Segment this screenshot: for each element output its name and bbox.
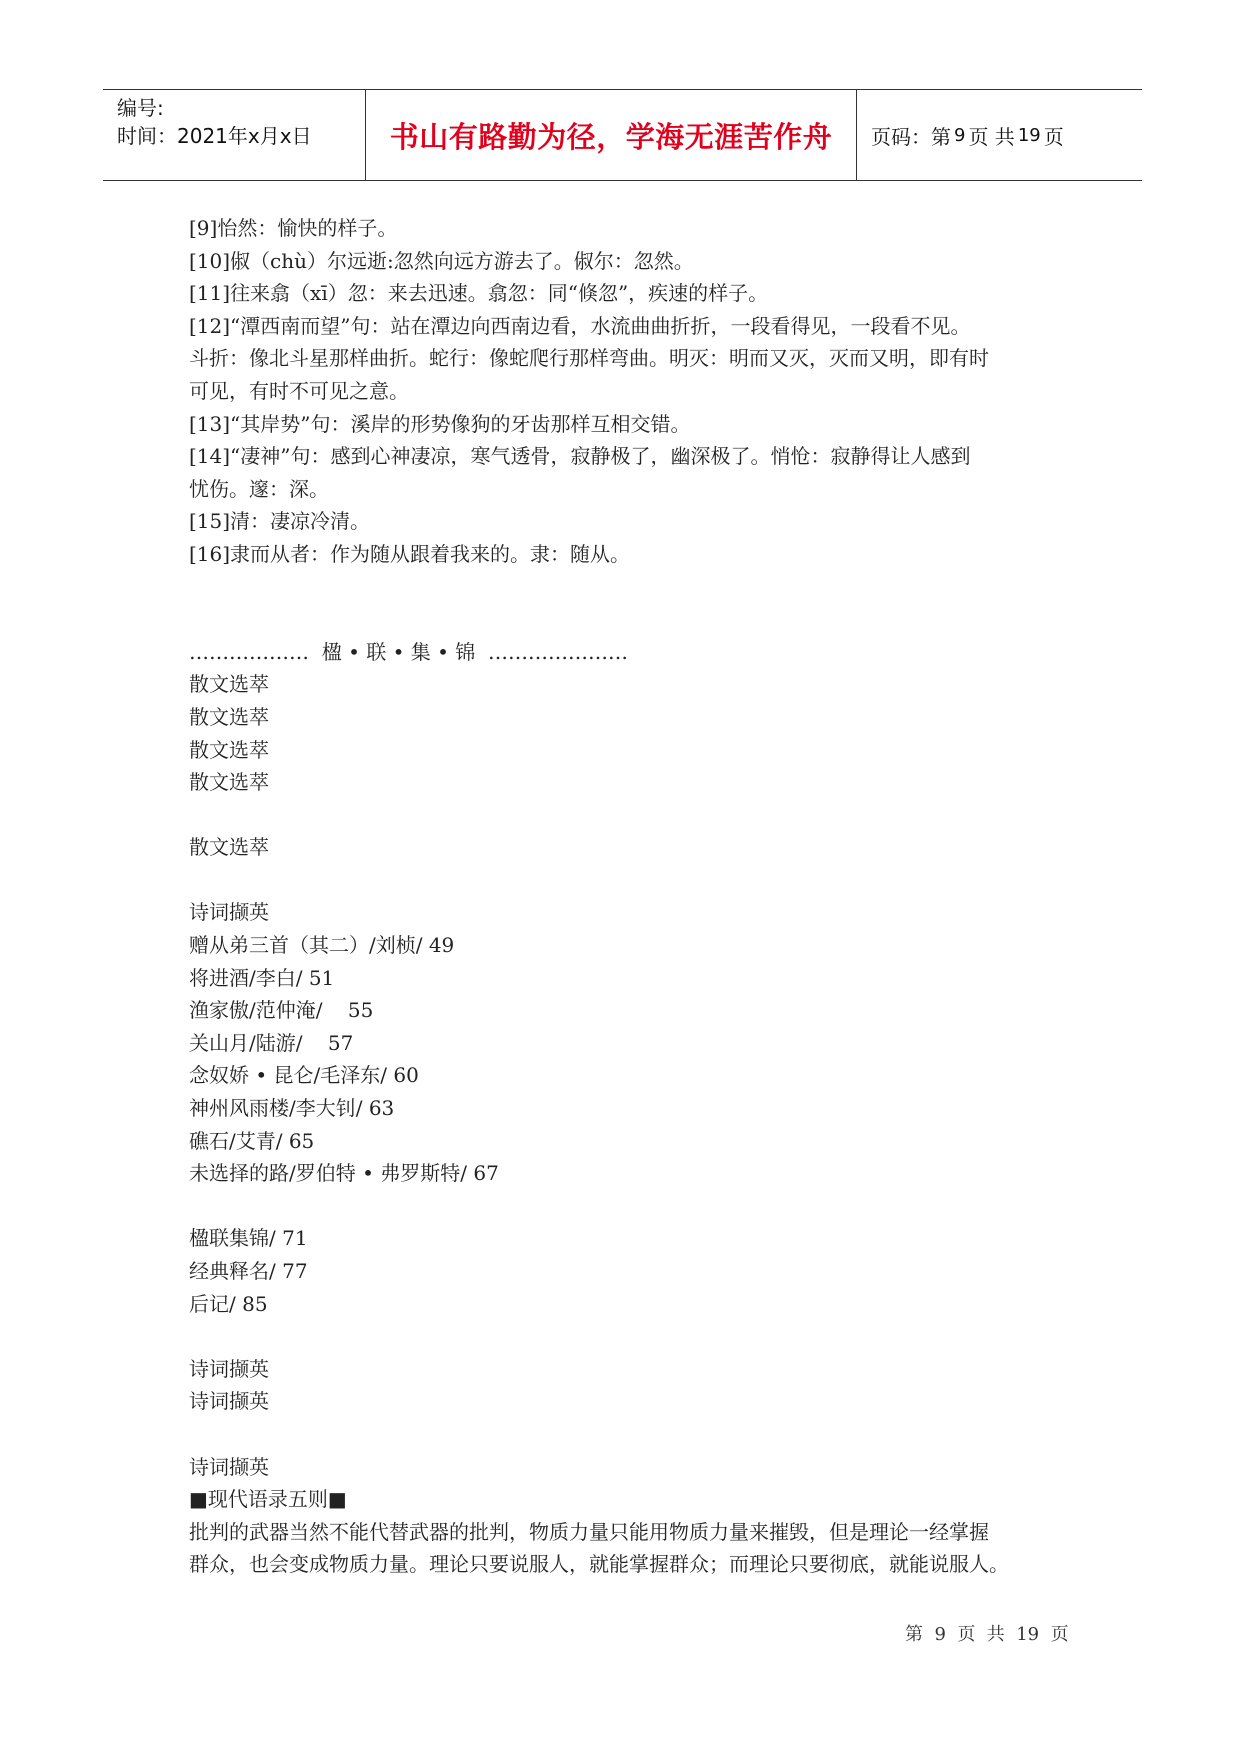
document-body — [189, 212, 1069, 1581]
header-meta — [103, 90, 366, 180]
section-divider: ……………… 楹 • 联 • 集 • 锦 ………………… — [189, 639, 628, 664]
note-line: [12]“潭西南而望”句：站在潭边向西南边看，水流曲曲折折，一段看得见，一段看不见。 — [189, 313, 971, 338]
toc-item: 未选择的路/罗伯特 • 弗罗斯特/ 67 — [189, 1161, 499, 1186]
note-line: 斗折：像北斗星那样曲折。蛇行：像蛇爬行那样弯曲。明灭：明而又灭，灭而又明，即有时 — [189, 346, 989, 371]
note-line: [9]怡然：愉快的样子。 — [189, 216, 398, 240]
spacer — [189, 799, 1069, 832]
page-footer: 第 9 页 共 19 页 — [905, 1624, 1069, 1645]
spacer — [189, 603, 1069, 636]
note-line: [14]“凄神”句：感到心神凄凉，寒气透骨，寂静极了，幽深极了。悄怆：寂静得让人感到 — [189, 444, 971, 469]
note-line: [11]往来翕（xī）忽：来去迅速。翕忽：同“倏忽”，疾速的样子。 — [189, 281, 769, 306]
quote-line: 群众，也会变成物质力量。理论只要说服人，就能掌握群众；而理论只要彻底，就能说服人。 — [189, 1552, 1009, 1577]
note-line: [10]俶（chù）尔远逝:忽然向远方游去了。俶尔：忽然。 — [189, 248, 694, 273]
spacer — [189, 1418, 1069, 1451]
document-number-label: 编号: — [117, 96, 164, 120]
poetry-heading: 诗词撷英 — [189, 900, 269, 925]
note-line: 可见，有时不可见之意。 — [189, 378, 409, 403]
poetry-heading: 诗词撷英 — [189, 1389, 269, 1414]
note-line: [13]“其岸势”句：溪岸的形势像狗的牙齿那样互相交错。 — [189, 411, 691, 436]
prose-heading: 散文选萃 — [189, 704, 269, 729]
prose-heading: 散文选萃 — [189, 770, 269, 795]
page-label-suffix: 页 — [1043, 124, 1064, 149]
page-label-prefix: 页码：第 — [871, 124, 951, 149]
toc-item: 经典释名/ 77 — [189, 1259, 308, 1283]
toc-item: 楹联集锦/ 71 — [189, 1226, 308, 1251]
prose-heading: 散文选萃 — [189, 672, 269, 697]
quotes-heading: ■现代语录五则■ — [189, 1487, 347, 1512]
toc-item: 神州风雨楼/李大钊/ 63 — [189, 1096, 395, 1121]
toc-item: 关山月/陆游/ 57 — [189, 1030, 354, 1055]
prose-heading: 散文选萃 — [189, 835, 269, 860]
spacer — [189, 1320, 1069, 1353]
page-current: 9 — [954, 124, 966, 146]
spacer — [189, 1190, 1069, 1223]
toc-item: 渔家傲/范仲淹/ 55 — [189, 998, 374, 1023]
note-line: 忧伤。邃：深。 — [189, 476, 329, 501]
page-total: 19 — [1017, 124, 1041, 146]
header-motto: 书山有路勤为径，学海无涯苦作舟 — [366, 90, 857, 180]
prose-heading: 散文选萃 — [189, 737, 269, 762]
toc-item: 后记/ 85 — [189, 1291, 268, 1316]
document-time-label: 时间：2021年x月x日 — [117, 124, 312, 148]
toc-item: 念奴娇 • 昆仑/毛泽东/ 60 — [189, 1063, 419, 1088]
poetry-heading: 诗词撷英 — [189, 1356, 269, 1381]
spacer — [189, 571, 1069, 604]
page-label-middle: 页 共 — [968, 124, 1015, 149]
note-line: [15]清：凄凉冷清。 — [189, 509, 371, 534]
note-line: [16]隶而从者：作为随从跟着我来的。隶：随从。 — [189, 541, 631, 566]
toc-item: 礁石/艾青/ 65 — [189, 1128, 315, 1153]
toc-item: 将进酒/李白/ 51 — [189, 965, 335, 990]
toc-item: 赠从弟三首（其二）/刘桢/ 49 — [189, 933, 455, 958]
quote-line: 批判的武器当然不能代替武器的批判，物质力量只能用物质力量来摧毁，但是理论一经掌握 — [189, 1519, 989, 1544]
header-page-indicator — [857, 90, 1142, 180]
poetry-heading: 诗词撷英 — [189, 1454, 269, 1479]
page-header — [103, 89, 1142, 181]
spacer — [189, 864, 1069, 897]
